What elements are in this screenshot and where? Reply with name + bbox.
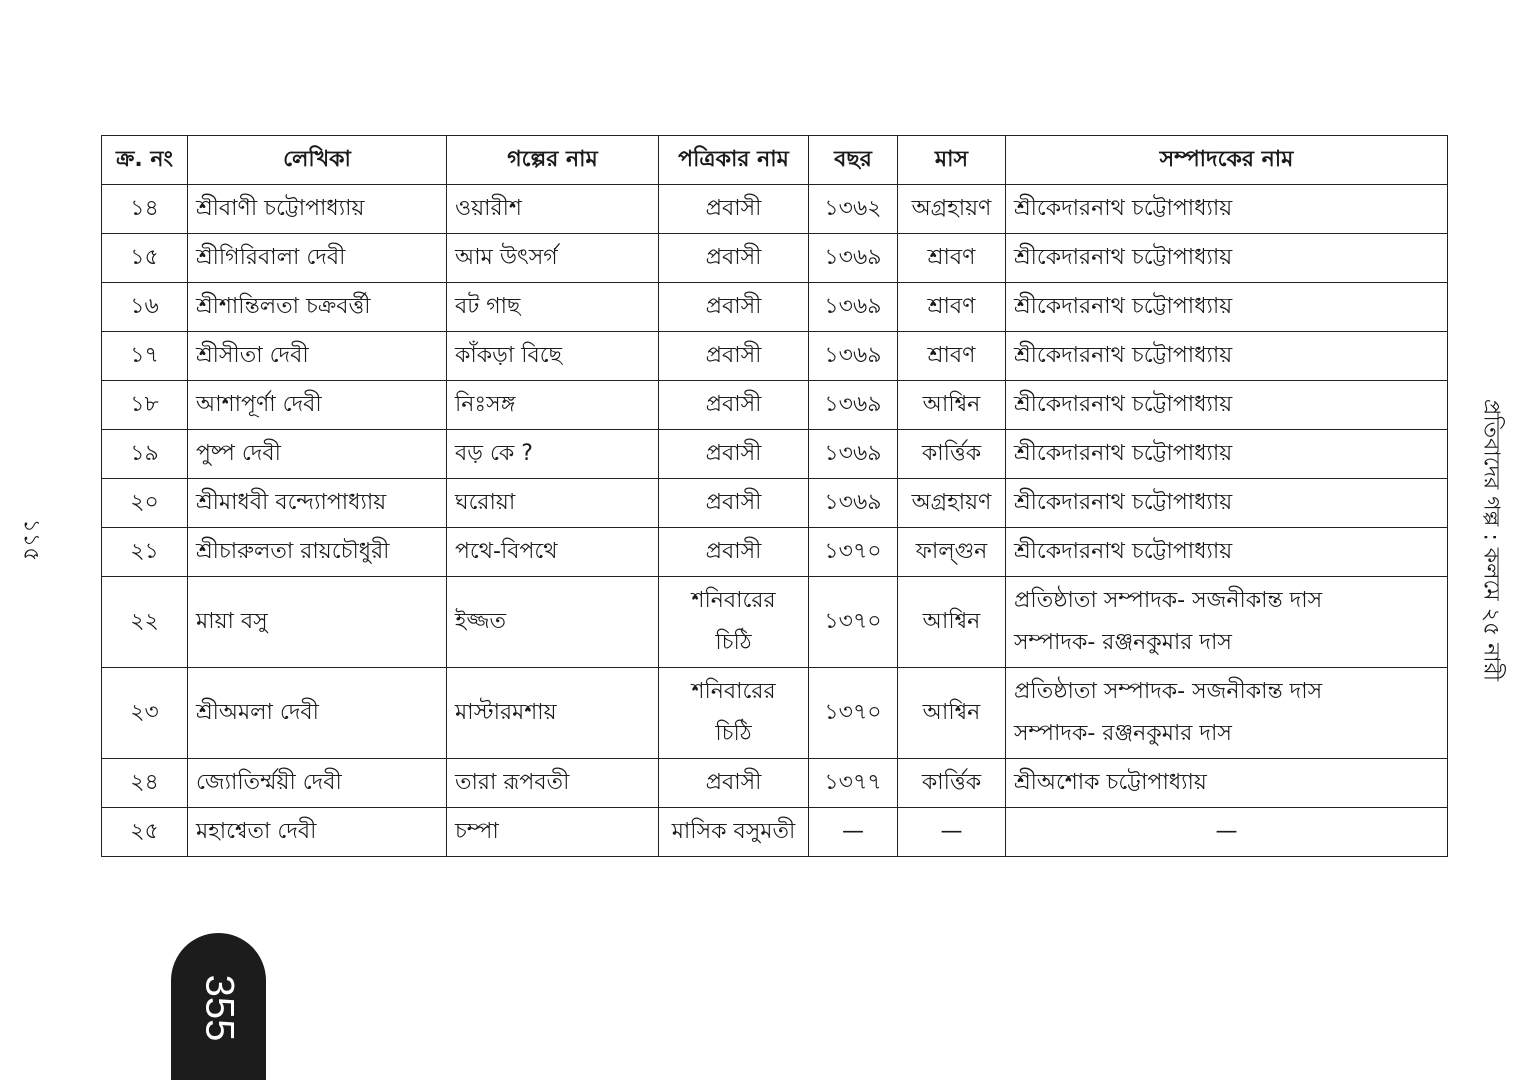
cell-magazine: প্রবাসী — [659, 234, 809, 283]
cell-serial: ১৮ — [102, 381, 188, 430]
cell-month: কার্ত্তিক — [898, 430, 1006, 479]
editor-line: প্রতিষ্ঠাতা সম্পাদক- সজনীকান্ত দাস — [1014, 588, 1323, 613]
cell-serial: ২৫ — [102, 808, 188, 857]
cell-writer: শ্রীসীতা দেবী — [188, 332, 447, 381]
cell-serial: ১৯ — [102, 430, 188, 479]
cell-story: ঘরোয়া — [447, 479, 659, 528]
cell-story: ইজ্জত — [447, 577, 659, 668]
cell-year: ১৩৬২ — [809, 185, 898, 234]
header-story: গল্পের নাম — [447, 136, 659, 185]
header-serial: ক্র. নং — [102, 136, 188, 185]
cell-writer: জ্যোতির্ম্ময়ী দেবী — [188, 759, 447, 808]
cell-story: কাঁকড়া বিছে — [447, 332, 659, 381]
header-editor: সম্পাদকের নাম — [1006, 136, 1448, 185]
cell-writer: পুষ্প দেবী — [188, 430, 447, 479]
cell-editor: শ্রীকেদারনাথ চট্টোপাধ্যায় — [1006, 381, 1448, 430]
cell-year: ১৩৬৯ — [809, 234, 898, 283]
cell-year: ১৩৭০ — [809, 668, 898, 759]
cell-editor: শ্রীকেদারনাথ চট্টোপাধ্যায় — [1006, 528, 1448, 577]
cell-writer: শ্রীঅমলা দেবী — [188, 668, 447, 759]
cell-writer: শ্রীশান্তিলতা চক্রবর্ত্তী — [188, 283, 447, 332]
cell-month: অগ্রহায়ণ — [898, 479, 1006, 528]
page-number: 355 — [197, 974, 241, 1042]
table-row — [102, 283, 1448, 332]
cell-magazine: মাসিক বসুমতী — [659, 808, 809, 857]
cell-writer: মহাশ্বেতা দেবী — [188, 808, 447, 857]
table-row — [102, 808, 1448, 857]
header-writer: লেখিকা — [188, 136, 447, 185]
cell-magazine: প্রবাসী — [659, 479, 809, 528]
cell-writer: মায়া বসু — [188, 577, 447, 668]
cell-magazine: প্রবাসী — [659, 430, 809, 479]
header-magazine: পত্রিকার নাম — [659, 136, 809, 185]
cell-month: শ্রাবণ — [898, 283, 1006, 332]
cell-editor — [1006, 668, 1448, 759]
page-number-tab — [171, 933, 266, 1080]
table-row — [102, 332, 1448, 381]
cell-story: পথে-বিপথে — [447, 528, 659, 577]
cell-magazine: প্রবাসী — [659, 185, 809, 234]
editor-line: সম্পাদক- রঞ্জনকুমার দাস — [1014, 630, 1232, 655]
table-row — [102, 479, 1448, 528]
cell-serial: ১৭ — [102, 332, 188, 381]
cell-editor: শ্রীকেদারনাথ চট্টোপাধ্যায় — [1006, 479, 1448, 528]
cell-story: তারা রূপবতী — [447, 759, 659, 808]
cell-month: কার্ত্তিক — [898, 759, 1006, 808]
left-margin-number: ১১৫ — [18, 518, 44, 562]
table-row — [102, 668, 1448, 759]
cell-editor — [1006, 577, 1448, 668]
cell-story: বড় কে ? — [447, 430, 659, 479]
table-row — [102, 430, 1448, 479]
cell-month: — — [898, 808, 1006, 857]
stories-table — [101, 135, 1448, 857]
cell-writer: আশাপূর্ণা দেবী — [188, 381, 447, 430]
cell-serial: ২০ — [102, 479, 188, 528]
cell-year: — — [809, 808, 898, 857]
cell-month: শ্রাবণ — [898, 332, 1006, 381]
cell-year: ১৩৭০ — [809, 528, 898, 577]
table-row — [102, 577, 1448, 668]
table-row — [102, 381, 1448, 430]
cell-month: শ্রাবণ — [898, 234, 1006, 283]
cell-editor: — — [1006, 808, 1448, 857]
magazine-line: শনিবারের — [691, 588, 776, 613]
cell-year: ১৩৬৯ — [809, 283, 898, 332]
cell-editor: শ্রীকেদারনাথ চট্টোপাধ্যায় — [1006, 332, 1448, 381]
cell-serial: ২৪ — [102, 759, 188, 808]
cell-writer: শ্রীমাধবী বন্দ্যোপাধ্যায় — [188, 479, 447, 528]
cell-year: ১৩৭০ — [809, 577, 898, 668]
table-row — [102, 185, 1448, 234]
cell-story: বট গাছ — [447, 283, 659, 332]
editor-line: প্রতিষ্ঠাতা সম্পাদক- সজনীকান্ত দাস — [1014, 679, 1323, 704]
table-header-row — [102, 136, 1448, 185]
cell-magazine: প্রবাসী — [659, 283, 809, 332]
cell-editor: শ্রীকেদারনাথ চট্টোপাধ্যায় — [1006, 283, 1448, 332]
cell-editor: শ্রীকেদারনাথ চট্টোপাধ্যায় — [1006, 234, 1448, 283]
cell-editor: শ্রীকেদারনাথ চট্টোপাধ্যায় — [1006, 185, 1448, 234]
cell-magazine: প্রবাসী — [659, 528, 809, 577]
header-month: মাস — [898, 136, 1006, 185]
cell-writer: শ্রীবাণী চট্টোপাধ্যায় — [188, 185, 447, 234]
magazine-line: চিঠি — [715, 721, 752, 746]
cell-writer: শ্রীচারুলতা রায়চৌধুরী — [188, 528, 447, 577]
cell-serial: ১৫ — [102, 234, 188, 283]
cell-story: নিঃসঙ্গ — [447, 381, 659, 430]
magazine-line: চিঠি — [715, 630, 752, 655]
cell-magazine — [659, 577, 809, 668]
editor-line: সম্পাদক- রঞ্জনকুমার দাস — [1014, 721, 1232, 746]
table-row — [102, 528, 1448, 577]
cell-serial: ২১ — [102, 528, 188, 577]
running-header: প্রতিবাদের গল্প : কলমে ২৫ নারী — [1478, 398, 1504, 682]
header-year: বছর — [809, 136, 898, 185]
cell-year: ১৩৬৯ — [809, 430, 898, 479]
cell-story: আম উৎসর্গ — [447, 234, 659, 283]
cell-serial: ১৪ — [102, 185, 188, 234]
cell-story: চম্পা — [447, 808, 659, 857]
cell-serial: ১৬ — [102, 283, 188, 332]
cell-magazine: প্রবাসী — [659, 332, 809, 381]
cell-serial: ২২ — [102, 577, 188, 668]
cell-story: ওয়ারীশ — [447, 185, 659, 234]
cell-story: মাস্টারমশায় — [447, 668, 659, 759]
cell-year: ১৩৬৯ — [809, 479, 898, 528]
cell-month: আশ্বিন — [898, 381, 1006, 430]
cell-magazine: প্রবাসী — [659, 759, 809, 808]
table-row — [102, 759, 1448, 808]
cell-year: ১৩৬৯ — [809, 332, 898, 381]
cell-editor: শ্রীঅশোক চট্টোপাধ্যায় — [1006, 759, 1448, 808]
magazine-line: শনিবারের — [691, 679, 776, 704]
cell-year: ১৩৭৭ — [809, 759, 898, 808]
cell-year: ১৩৬৯ — [809, 381, 898, 430]
table-row — [102, 234, 1448, 283]
cell-magazine: প্রবাসী — [659, 381, 809, 430]
cell-month: আশ্বিন — [898, 668, 1006, 759]
cell-magazine — [659, 668, 809, 759]
cell-month: ফাল্গুন — [898, 528, 1006, 577]
cell-month: অগ্রহায়ণ — [898, 185, 1006, 234]
cell-writer: শ্রীগিরিবালা দেবী — [188, 234, 447, 283]
cell-month: আশ্বিন — [898, 577, 1006, 668]
cell-editor: শ্রীকেদারনাথ চট্টোপাধ্যায় — [1006, 430, 1448, 479]
cell-serial: ২৩ — [102, 668, 188, 759]
